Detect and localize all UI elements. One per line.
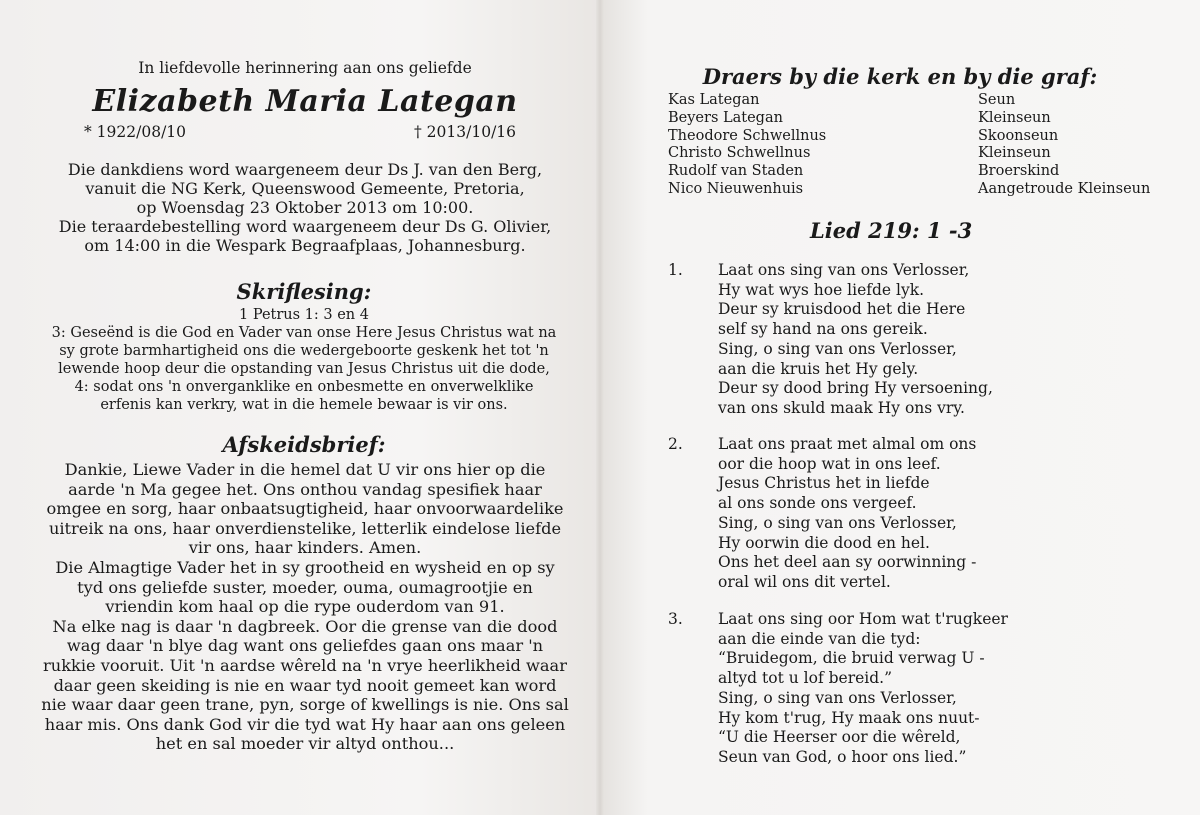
bearer-name: Theodore Schwellnus xyxy=(668,127,827,144)
verse-number: 3. xyxy=(668,610,683,628)
bearer-row xyxy=(668,163,1168,181)
verse-line: aan die einde van die tyd: xyxy=(718,629,921,648)
scripture-reading xyxy=(0,306,608,414)
verse-line: Jesus Christus het in liefde xyxy=(718,474,930,493)
letter-line: haar mis. Ons dank God vir die tyd wat Hy haar aan ons geleen xyxy=(44,714,566,734)
verse-line: Deur sy dood bring Hy versoening, xyxy=(718,379,993,398)
letter-line: nie waar daar geen trane, pyn, sorge of kwellings is nie. Ons sal xyxy=(41,695,569,715)
letter-line: Na elke nag is daar 'n dagbreek. Oor die grense van die dood xyxy=(52,616,558,636)
bearer-name: Beyers Lategan xyxy=(668,109,783,126)
letter-line: aarde 'n Ma gegee het. Ons onthou vandag spesifiek haar xyxy=(68,479,542,499)
verse-line: Seun van God, o hoor ons lied.” xyxy=(718,747,967,766)
verse-line: Sing, o sing van ons Verlosser, xyxy=(718,688,957,707)
death-date: † 2013/10/16 xyxy=(414,123,517,141)
letter-line: vir ons, haar kinders. Amen. xyxy=(188,538,422,558)
service-line: op Woensdag 23 Oktober 2013 om 10:00. xyxy=(136,198,474,217)
bearer-relation: Kleinseun xyxy=(978,109,1051,126)
scripture-line: erfenis kan verkry, wat in die hemele bewaar is vir ons. xyxy=(100,397,508,413)
service-line: Die teraardebestelling word waargeneem deur Ds G. Olivier, xyxy=(58,217,552,236)
bearer-name: Nico Nieuwenhuis xyxy=(668,180,804,197)
bearer-name: Rudolf van Staden xyxy=(668,163,804,180)
bearer-row xyxy=(668,181,1168,199)
scripture-line: sy grote barmhartigheid ons die wedergeboorte geskenk het tot 'n xyxy=(59,343,549,359)
verse-lines xyxy=(718,261,993,419)
letter-line: wag daar 'n blye dag want ons geliefdes gaan ons maar 'n xyxy=(66,636,544,656)
letter-line: het en sal moeder vir altyd onthou... xyxy=(155,734,455,754)
verse-line: Sing, o sing van ons Verlosser, xyxy=(718,339,957,358)
farewell-letter xyxy=(0,460,610,754)
service-line: om 14:00 in die Wespark Begraafplaas, Johannesburg. xyxy=(84,236,526,255)
birth-date: * 1922/08/10 xyxy=(84,123,187,141)
bearer-row xyxy=(668,110,1168,128)
verse-line: Hy oorwin die dood en hel. xyxy=(718,533,930,552)
letter-line: omgee en sorg, haar onbaatsugtigheid, haar onvoorwaardelike xyxy=(46,499,564,519)
scripture-line: 3: Geseënd is die God en Vader van onse Here Jesus Christus wat na xyxy=(51,325,557,341)
verse-line: al ons sonde ons vergeef. xyxy=(718,494,917,513)
verse-number: 1. xyxy=(668,261,683,279)
verse-line: oral wil ons dit vertel. xyxy=(718,572,891,591)
verse-line: Ons het deel aan sy oorwinning - xyxy=(718,553,977,572)
bearer-row xyxy=(668,145,1168,163)
scripture-line: 1 Petrus 1: 3 en 4 xyxy=(239,307,369,323)
verse-line: Deur sy kruisdood het die Here xyxy=(718,300,966,319)
letter-line: vriendin kom haal op die rype ouderdom van 91. xyxy=(105,597,505,617)
letter-line: Die Almagtige Vader het in sy grootheid en wysheid en op sy xyxy=(55,557,555,577)
draers-heading: Draers by die kerk en by die graf: xyxy=(702,64,1098,89)
service-line: Die dankdiens word waargeneem deur Ds J. van den Berg, xyxy=(67,160,543,179)
verse-lines xyxy=(718,610,1008,768)
scripture-line: lewende hoop deur die opstanding van Jesus Christus uit die dode, xyxy=(58,361,550,377)
verse-line: Laat ons sing van ons Verlosser, xyxy=(718,261,970,279)
hymn-heading: Lied 219: 1 -3 xyxy=(810,218,973,243)
scripture-line: 4: sodat ons 'n onverganklike en onbesmette en onverwelklike xyxy=(74,379,534,395)
pallbearers-list xyxy=(668,92,1168,199)
verse-line: oor die hoop wat in ons leef. xyxy=(718,454,941,473)
verse-line: Hy wat wys hoe liefde lyk. xyxy=(718,280,925,299)
bearer-row xyxy=(668,128,1168,146)
letter-line: rukkie vooruit. Uit 'n aardse wêreld na 'n vrye heerlikheid waar xyxy=(43,655,567,675)
bearer-relation: Broerskind xyxy=(978,163,1060,180)
letter-line: tyd ons geliefde suster, moeder, ouma, oumagrootjie en xyxy=(77,577,533,597)
intro-text: In liefdevolle herinnering aan ons geliefde xyxy=(138,59,472,77)
bearer-name: Christo Schwellnus xyxy=(668,145,811,162)
service-line: vanuit die NG Kerk, Queenswood Gemeente, Pretoria, xyxy=(85,179,525,198)
verse-line: van ons skuld maak Hy ons vry. xyxy=(718,398,965,417)
verse-line: Hy kom t'rug, Hy maak ons nuut- xyxy=(718,708,980,727)
verse-line: “U die Heerser oor die wêreld, xyxy=(718,728,961,747)
bearer-name: Kas Lategan xyxy=(668,92,760,108)
verse-line: self sy hand na ons gereik. xyxy=(718,320,928,339)
deceased-name: Elizabeth Maria Lategan xyxy=(92,84,518,119)
skriflesing-heading: Skriflesing: xyxy=(236,279,372,304)
verse-line: Laat ons praat met almal om ons xyxy=(718,435,977,453)
letter-line: daar geen skeiding is nie en waar tyd nooit gemeet kan word xyxy=(53,675,557,695)
verse-lines xyxy=(718,435,976,593)
letter-line: uitreik na ons, haar onverdienstelike, letterlik eindelose liefde xyxy=(48,518,562,538)
letter-line: Dankie, Liewe Vader in die hemel dat U vir ons hier op die xyxy=(64,460,546,479)
verse-number: 2. xyxy=(668,435,683,453)
bearer-relation: Kleinseun xyxy=(978,145,1051,162)
bearer-relation: Skoonseun xyxy=(978,127,1059,144)
verse-line: altyd tot u lof bereid.” xyxy=(718,669,893,688)
verse-line: Sing, o sing van ons Verlosser, xyxy=(718,513,957,532)
verse-line: “Bruidegom, die bruid verwag U - xyxy=(718,649,985,668)
bearer-row xyxy=(668,92,1168,110)
bearer-relation: Aangetroude Kleinseun xyxy=(978,180,1151,197)
bearer-relation: Seun xyxy=(978,92,1016,108)
verse-line: Laat ons sing oor Hom wat t'rugkeer xyxy=(718,610,1008,628)
afskeidsbrief-heading: Afskeidsbrief: xyxy=(222,432,386,457)
service-details xyxy=(0,160,610,255)
verse-line: aan die kruis het Hy gely. xyxy=(718,359,919,378)
